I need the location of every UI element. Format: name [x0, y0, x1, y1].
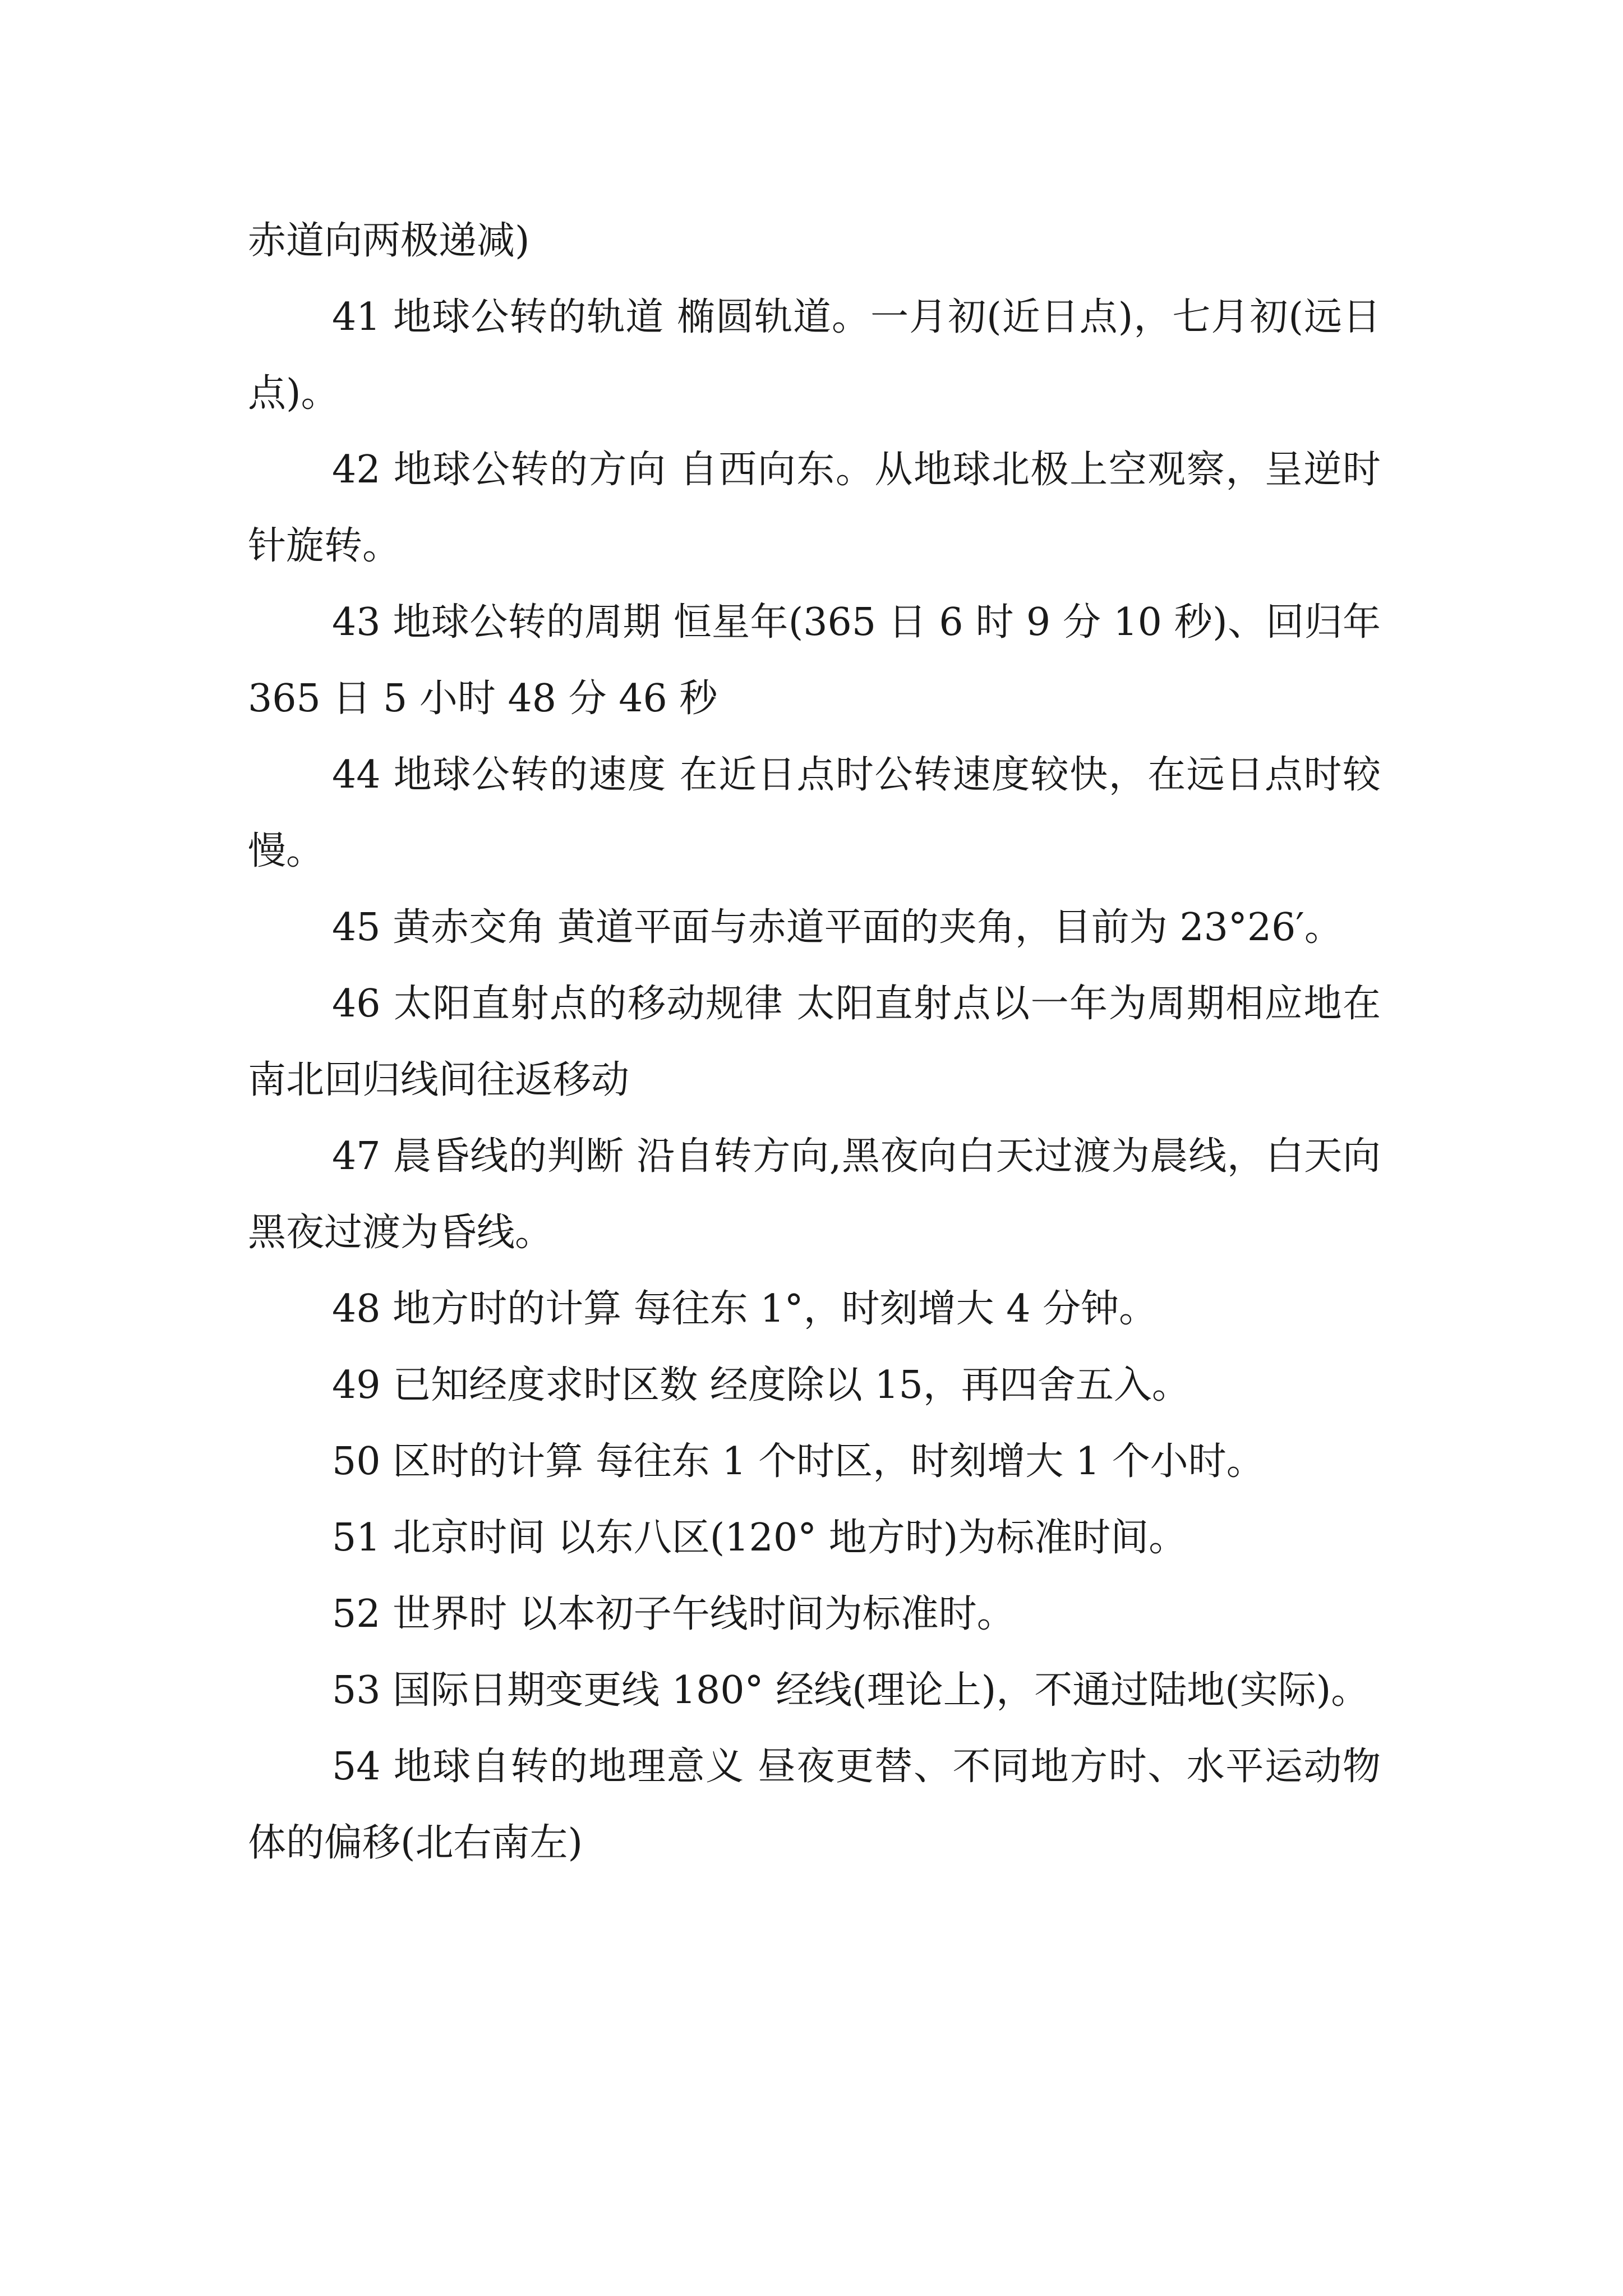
body-text [248, 203, 1381, 1881]
paragraph-item-54: 54 地球自转的地理意义 昼夜更替、不同地方时、水平运动物体的偏移(北右南左) [248, 1745, 1381, 1865]
paragraph-continuation: 赤道向两极递减) [248, 219, 530, 263]
paragraph-item-43: 43 地球公转的周期 恒星年(365 日 6 时 9 分 10 秒)、回归年 365 日 5 小时 48 分 46 秒 [248, 600, 1381, 721]
paragraph-item-48: 48 地方时的计算 每往东 1°，时刻增大 4 分钟。 [332, 1287, 1158, 1331]
paragraph-item-42: 42 地球公转的方向 自西向东。从地球北极上空观察，呈逆时针旋转。 [248, 448, 1381, 568]
paragraph-item-50: 50 区时的计算 每往东 1 个时区，时刻增大 1 个小时。 [332, 1439, 1265, 1484]
paragraph-item-45: 45 黄赤交角 黄道平面与赤道平面的夹角，目前为 23°26′。 [332, 905, 1343, 950]
paragraph-item-53: 53 国际日期变更线 180° 经线(理论上)，不通过陆地(实际)。 [332, 1668, 1370, 1713]
paragraph-item-41: 41 地球公转的轨道 椭圆轨道。一月初(近日点)，七月初(远日点)。 [248, 295, 1381, 416]
paragraph-item-47: 47 晨昏线的判断 沿自转方向,黑夜向白天过渡为晨线，白天向黑夜过渡为昏线。 [248, 1134, 1381, 1255]
paragraph-item-52: 52 世界时 以本初子午线时间为标准时。 [332, 1592, 1015, 1636]
paragraph-item-46: 46 太阳直射点的移动规律 太阳直射点以一年为周期相应地在南北回归线间往返移动 [248, 982, 1381, 1102]
paragraph-item-44: 44 地球公转的速度 在近日点时公转速度较快，在远日点时较慢。 [248, 753, 1381, 873]
paragraph-item-49: 49 已知经度求时区数 经度除以 15，再四舍五入。 [332, 1363, 1190, 1407]
paragraph-item-51: 51 北京时间 以东八区(120° 地方时)为标准时间。 [332, 1516, 1187, 1560]
